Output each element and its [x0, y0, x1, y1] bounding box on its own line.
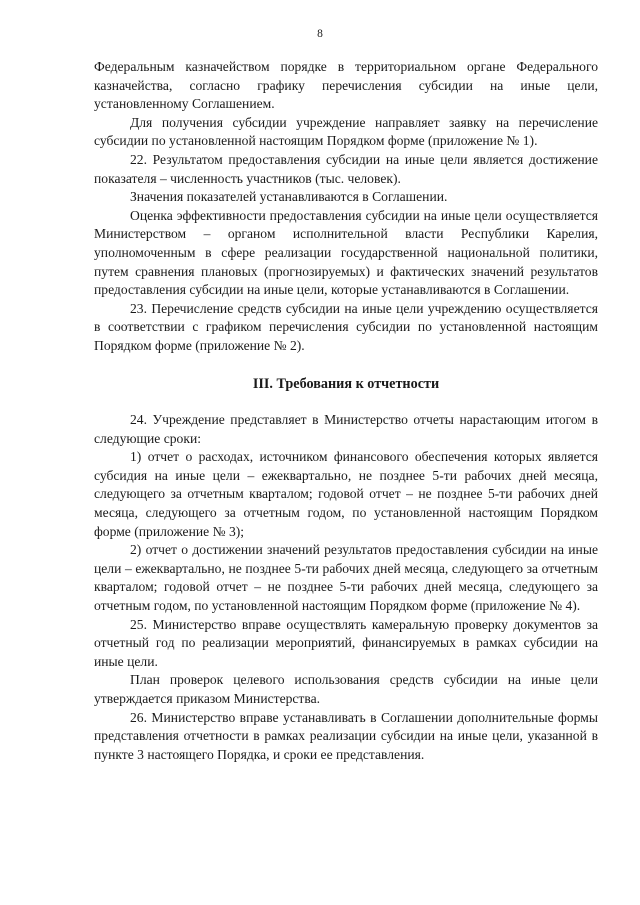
- paragraph-continuation: Федеральным казначейством порядке в территориальном органе Федерального казначейства, согласно графику перечисления субсидии на иные цели, установленному Соглашением.: [94, 59, 598, 112]
- paragraph-report-expenses: 1) отчет о расходах, источником финансового обеспечения которых является субсидия на иные цели – ежеквартально, не позднее 5-ти рабочих дней месяца, следующего за отчетным кварталом; годовой отчет – не позднее 5-ти рабочих дней месяца, следующего за отчетным годом, по установленной настоящим Порядком форме (приложение № 3);: [94, 449, 598, 539]
- paragraph-24-reports: 24. Учреждение представляет в Министерство отчеты нарастающим итогом в следующие сроки:: [94, 412, 598, 446]
- paragraph-22-result: 22. Результатом предоставления субсидии на иные цели является достижение показателя – численность участников (тыс. человек).: [94, 151, 598, 186]
- paragraph-23-transfer: 23. Перечисление средств субсидии на иные цели учреждению осуществляется в соответствии с графиком перечисления субсидии по установленной настоящим Порядком форме (приложение № 2).: [94, 300, 598, 353]
- paragraph-indicator-values: Значения показателей устанавливаются в Соглашении.: [130, 189, 448, 205]
- paragraph-report-results: 2) отчет о достижении значений результатов предоставления субсидии на иные цели – ежеквартально, не позднее 5-ти рабочих дней месяца, следующего за отчетным кварталом; годовой отчет – не позднее 5-ти рабочих дней месяца, следующего за отчетным годом, по установленной настоящим Порядком форме (приложение № 4).: [94, 542, 598, 614]
- document-body: [94, 58, 598, 764]
- page-number: 8: [317, 28, 323, 40]
- section-heading-reporting: III. Требования к отчетности: [252, 375, 440, 392]
- paragraph-26-additional-forms: 26. Министерство вправе устанавливать в Соглашении дополнительные формы представления отчетности в рамках реализации субсидии на иные цели, указанной в пункте 3 настоящего Порядка, и сроки ее представления.: [94, 709, 598, 762]
- paragraph-application-request: Для получения субсидии учреждение направляет заявку на перечисление субсидии по установленной настоящим Порядком форме (приложение № 1).: [94, 114, 598, 149]
- paragraph-inspection-plan: План проверок целевого использования средств субсидии на иные цели утверждается приказом Министерства.: [94, 672, 598, 706]
- paragraph-efficiency-evaluation: Оценка эффективности предоставления субсидии на иные цели осуществляется Министерством – органом исполнительной власти Республики Карелия, уполномоченным в сфере реализации государственной национальной политики, путем сравнения плановых (прогнозируемых) и фактических значений результатов предоставления субсидии на иные цели, которые устанавливаются в Соглашении.: [94, 207, 598, 298]
- paragraph-25-audit: 25. Министерство вправе осуществлять камеральную проверку документов за отчетный год по реализации мероприятий, финансируемых в рамках субсидии на иные цели.: [94, 616, 598, 669]
